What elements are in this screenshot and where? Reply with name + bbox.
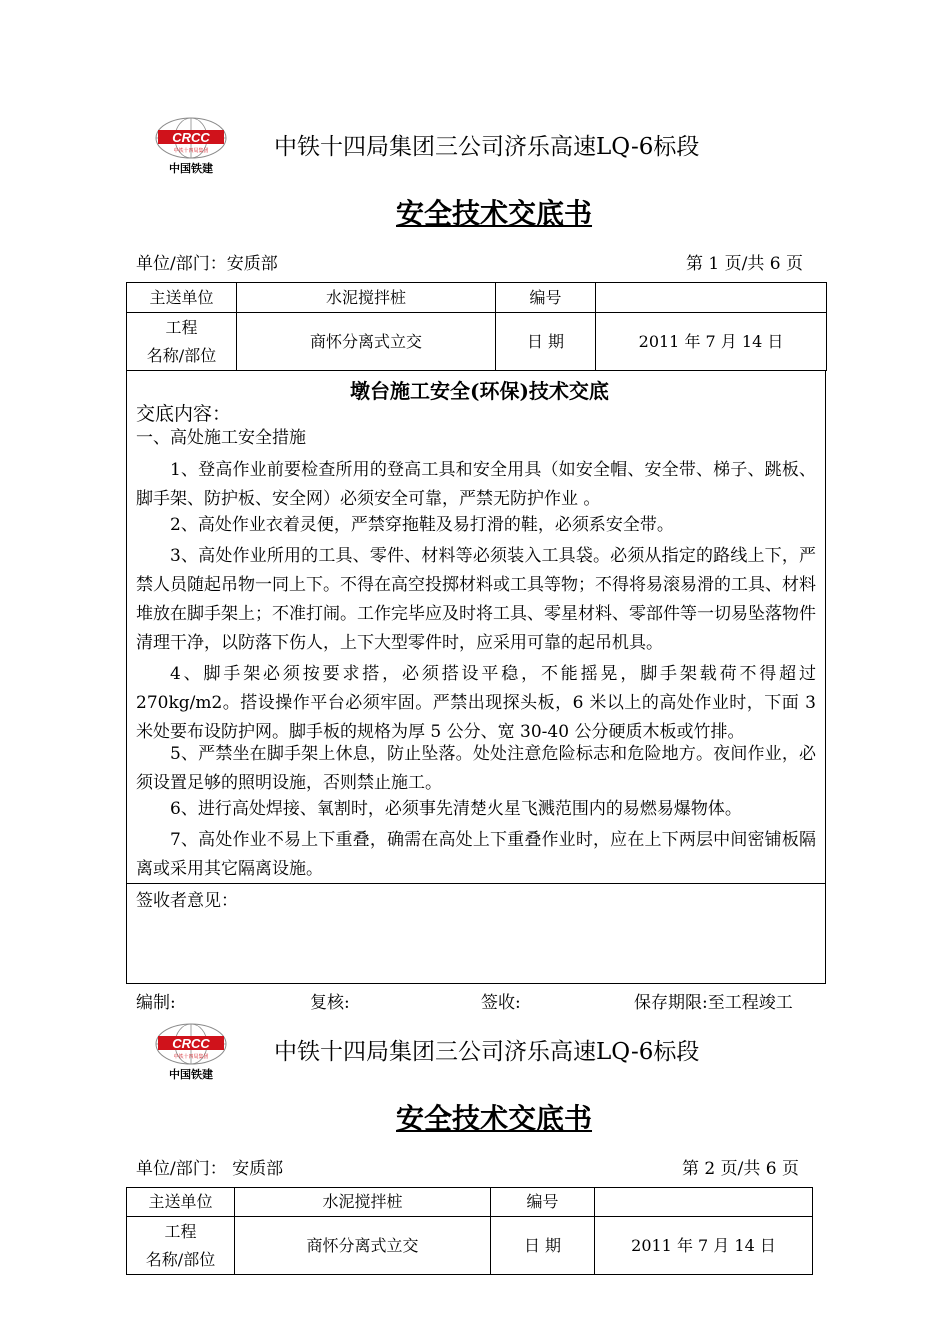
project-value: 商怀分离式立交 xyxy=(235,1217,491,1275)
page-number: 第 2 页/共 6 页 xyxy=(682,1159,799,1179)
logo-caption: 中铁十四局集团 xyxy=(173,148,209,154)
item-7: 7、高处作业不易上下重叠，确需在高处上下重叠作业时，应在上下两层中间密铺板隔离或采用其它隔离设施。 xyxy=(136,830,816,879)
date-value: 2011 年 7 月 14 日 xyxy=(595,1217,813,1275)
header-table xyxy=(126,282,827,371)
logo-mark: CRCC xyxy=(172,130,210,145)
date-label: 日 期 xyxy=(496,313,596,371)
logo-bottom-text: 中国铁建 xyxy=(169,1068,213,1081)
logo-bottom-text: 中国铁建 xyxy=(169,162,213,175)
number-value xyxy=(596,283,827,313)
item-5: 5、严禁坐在脚手架上休息，防止坠落。处处注意危险标志和危险地方。夜间作业，必须设置足够的照明设施，否则禁止施工。 xyxy=(136,744,816,793)
footer-sign: 签收: xyxy=(481,993,521,1013)
footer-review: 复核: xyxy=(310,993,350,1013)
receiver-opinion-label: 签收者意见： xyxy=(136,891,238,911)
logo-caption: 中铁十四局集团 xyxy=(173,1054,209,1060)
project-label: 工程 名称/部位 xyxy=(127,313,237,371)
sender-value: 水泥搅拌桩 xyxy=(235,1188,491,1217)
number-value xyxy=(595,1188,813,1217)
sender-value: 水泥搅拌桩 xyxy=(237,283,496,313)
doc-title: 安全技术交底书 xyxy=(396,197,593,230)
content-intro: 交底内容： xyxy=(136,403,232,425)
item-4: 4、脚手架必须按要求搭，必须搭设平稳，不能摇晃，脚手架载荷不得超过270kg/m2。搭设操作平台必须牢固。严禁出现探头板，6 米以上的高处作业时，下面 3 米处要布设防护网。脚手板的规格为厚 5 公分、宽 30-40 公分硬质木板或竹排。 xyxy=(136,664,816,742)
org-name: 中铁十四局集团三公司济乐高速LQ-6标段 xyxy=(274,1039,700,1065)
date-label: 日 期 xyxy=(491,1217,595,1275)
footer-keep: 保存期限:至工程竣工 xyxy=(634,993,793,1013)
org-name: 中铁十四局集团三公司济乐高速LQ-6标段 xyxy=(274,134,700,160)
date-value: 2011 年 7 月 14 日 xyxy=(596,313,827,371)
header-table xyxy=(126,1187,813,1275)
section-title: 一、高处施工安全措施 xyxy=(136,428,306,448)
logo-mark: CRCC xyxy=(172,1036,210,1051)
footer-compile: 编制: xyxy=(136,993,176,1013)
crcc-logo xyxy=(150,1022,240,1082)
sender-label: 主送单位 xyxy=(127,1188,235,1217)
sender-label: 主送单位 xyxy=(127,283,237,313)
page-number: 第 1 页/共 6 页 xyxy=(686,254,803,274)
item-1: 1、登高作业前要检查所用的登高工具和安全用具（如安全帽、安全带、梯子、跳板、脚手架、防护板、安全网）必须安全可靠，严禁无防护作业 。 xyxy=(136,460,816,509)
dept-label: 单位/部门： 安质部 xyxy=(136,1159,284,1179)
item-3: 3、高处作业所用的工具、零件、材料等必须装入工具袋。必须从指定的路线上下，严禁人员随起吊物一同上下。不得在高空投掷材料或工具等物；不得将易滚易滑的工具、材料堆放在脚手架上；不准打闹。工作完毕应及时将工具、零星材料、零部件等一切易坠落物件清理干净，以防落下伤人，上下大型零件时，应采用可靠的起吊机具。 xyxy=(136,546,816,653)
dept-label: 单位/部门：安质部 xyxy=(136,254,278,274)
number-label: 编号 xyxy=(496,283,596,313)
doc-title: 安全技术交底书 xyxy=(396,1102,593,1135)
crcc-logo xyxy=(150,116,240,176)
item-2: 2、高处作业衣着灵便，严禁穿拖鞋及易打滑的鞋，必须系安全带。 xyxy=(170,515,674,535)
content-heading: 墩台施工安全(环保)技术交底 xyxy=(350,379,609,403)
project-value: 商怀分离式立交 xyxy=(237,313,496,371)
item-6: 6、进行高处焊接、氧割时，必须事先清楚火星飞溅范围内的易燃易爆物体。 xyxy=(170,799,742,819)
number-label: 编号 xyxy=(491,1188,595,1217)
project-label: 工程 名称/部位 xyxy=(127,1217,235,1275)
